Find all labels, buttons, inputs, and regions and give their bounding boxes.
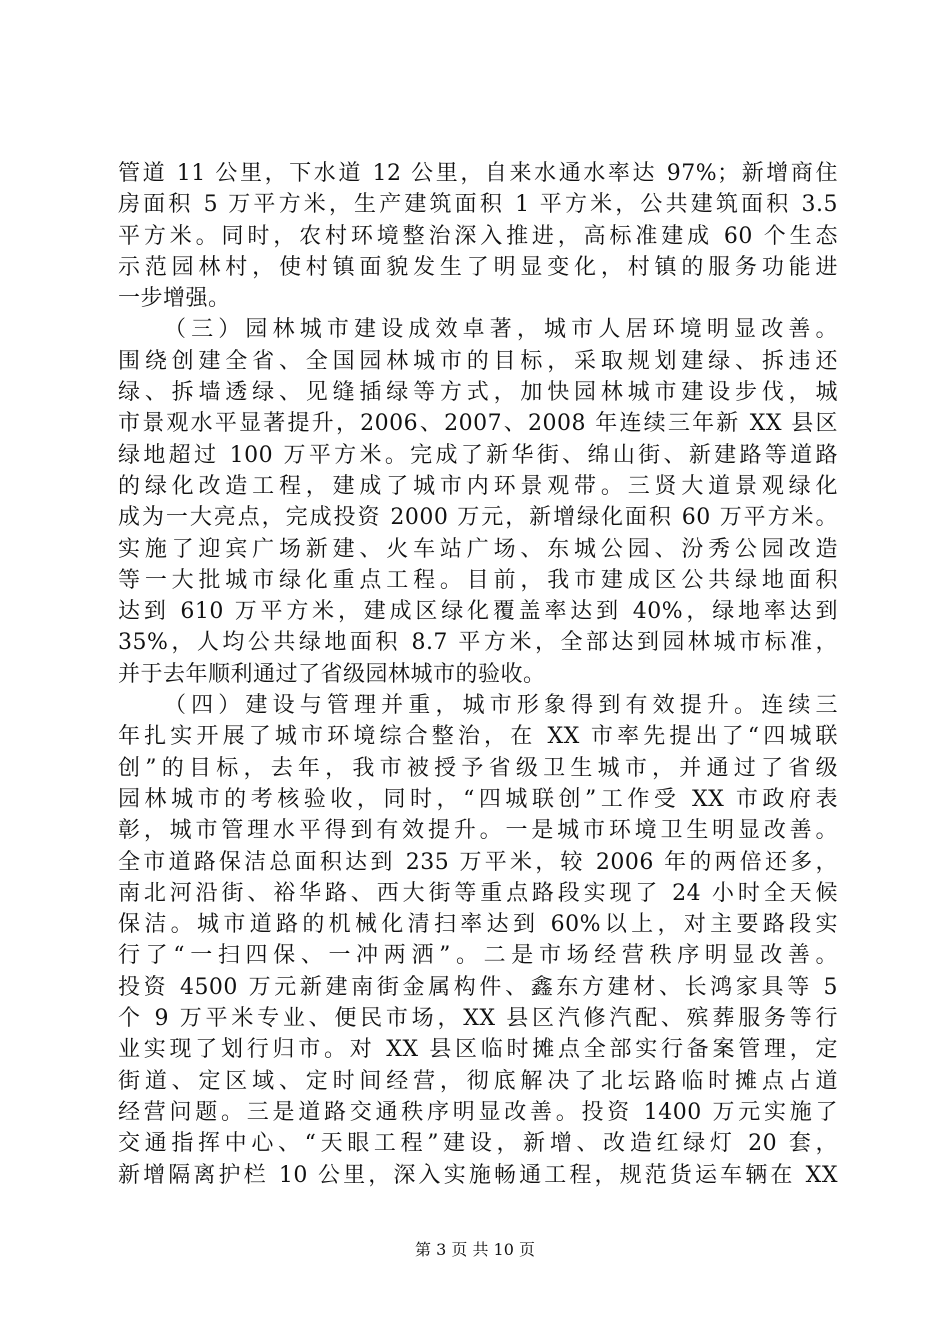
text-line: 个 9 万平米专业、便民市场，XX 县区汽修汽配、殡葬服务等行 xyxy=(118,1006,838,1032)
text-line: 创”的目标，去年，我市被授予省级卫生城市，并通过了省级 xyxy=(118,755,838,781)
body-text xyxy=(118,158,838,1191)
text-line: 平方米。同时，农村环境整治深入推进，高标准建成 60 个生态 xyxy=(118,223,838,249)
text-line: 并于去年顺利通过了省级园林城市的验收。 xyxy=(118,661,546,687)
text-line: 成为一大亮点，完成投资 2000 万元，新增绿化面积 60 万平方米。 xyxy=(118,505,838,531)
text-line: 行了“一扫四保、一冲两洒”。二是市场经营秩序明显改善。 xyxy=(118,943,838,969)
text-line: 市景观水平显著提升，2006、2007、2008 年连续三年新 XX 县区 xyxy=(118,411,838,437)
text-line: 35%，人均公共绿地面积 8.7 平方米，全部达到园林城市标准， xyxy=(118,630,838,656)
text-line: 示范园林村，使村镇面貌发生了明显变化，村镇的服务功能进 xyxy=(118,254,838,280)
text-line: 交通指挥中心、“天眼工程”建设，新增、改造红绿灯 20 套， xyxy=(118,1131,838,1157)
page-number-footer: 第 3 页 共 10 页 xyxy=(415,1240,535,1259)
text-line: 一步增强。 xyxy=(118,286,231,312)
text-line: 的绿化改造工程，建成了城市内环景观带。三贤大道景观绿化 xyxy=(118,473,838,499)
text-line: 新增隔离护栏 10 公里，深入实施畅通工程，规范货运车辆在 XX xyxy=(118,1162,838,1188)
text-line: 实施了迎宾广场新建、火车站广场、东城公园、汾秀公园改造 xyxy=(118,536,838,562)
text-line: 达到 610 万平方米，建成区绿化覆盖率达到 40%，绿地率达到 xyxy=(118,599,838,625)
text-line: 围绕创建全省、全国园林城市的目标，采取规划建绿、拆违还 xyxy=(118,348,838,374)
text-line: 投资 4500 万元新建南街金属构件、鑫东方建材、长鸿家具等 5 xyxy=(118,974,838,1000)
text-line: 园林城市的考核验收，同时，“四城联创”工作受 XX 市政府表 xyxy=(118,786,838,812)
text-line: 保洁。城市道路的机械化清扫率达到 60%以上，对主要路段实 xyxy=(118,912,838,938)
text-line: 彰，城市管理水平得到有效提升。一是城市环境卫生明显改善。 xyxy=(118,818,838,844)
text-line: 业实现了划行归市。对 XX 县区临时摊点全部实行备案管理，定 xyxy=(118,1037,838,1063)
text-line: 南北河沿街、裕华路、西大街等重点路段实现了 24 小时全天候 xyxy=(118,880,838,906)
section-heading-4: （四）建设与管理并重，城市形象得到有效提升。连续三 xyxy=(164,693,838,719)
text-line: 街道、定区域、定时间经营，彻底解决了北坛路临时摊点占道 xyxy=(118,1068,838,1094)
text-line: 房面积 5 万平方米，生产建筑面积 1 平方米，公共建筑面积 3.5 xyxy=(118,192,838,218)
text-line: 管道 11 公里，下水道 12 公里，自来水通水率达 97%；新增商住 xyxy=(118,161,838,186)
text-line: 绿、拆墙透绿、见缝插绿等方式，加快园林城市建设步伐，城 xyxy=(118,380,838,406)
section-heading-3: （三）园林城市建设成效卓著，城市人居环境明显改善。 xyxy=(164,317,838,343)
text-line: 年扎实开展了城市环境综合整治，在 XX 市率先提出了“四城联 xyxy=(118,724,838,750)
text-line: 等一大批城市绿化重点工程。目前，我市建成区公共绿地面积 xyxy=(118,567,838,593)
text-line: 经营问题。三是道路交通秩序明显改善。投资 1400 万元实施了 xyxy=(118,1099,838,1125)
text-line: 全市道路保洁总面积达到 235 万平米，较 2006 年的两倍还多， xyxy=(118,849,838,875)
text-line: 绿地超过 100 万平方米。完成了新华街、绵山街、新建路等道路 xyxy=(118,442,838,468)
